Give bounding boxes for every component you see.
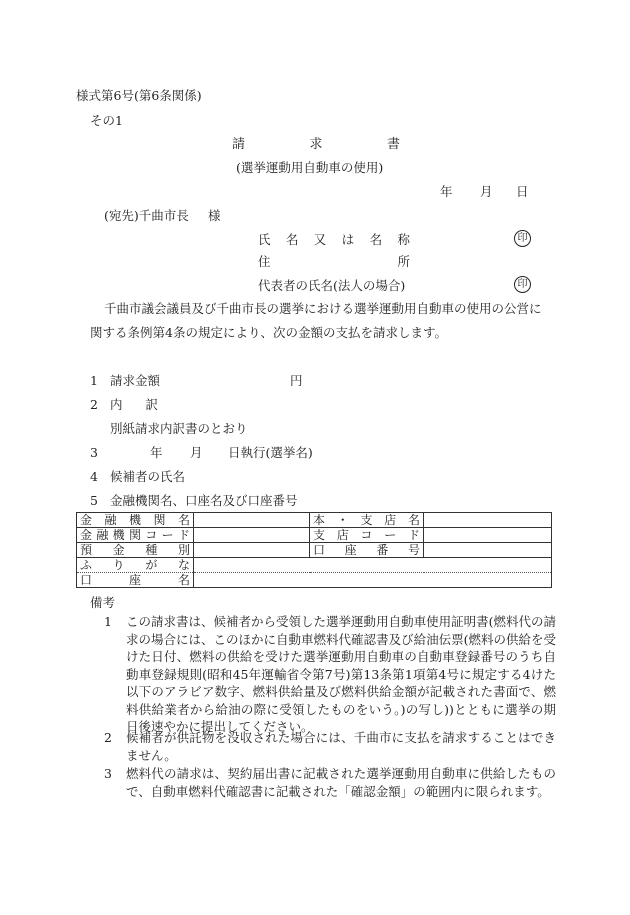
date-year: 年: [440, 184, 453, 199]
label-char: 氏: [258, 232, 271, 247]
title-char: 求: [309, 137, 323, 152]
document-subtitle: (選挙運動用自動車の使用): [236, 160, 384, 175]
furigana-label: ふ り が な: [77, 558, 194, 573]
form-number: 様式第6号(第6条関係): [76, 88, 202, 103]
branch-code-label: 支 店 コ ー ド: [310, 528, 424, 543]
note-text: 候補者が供託物を没収された場合には、千曲市に支払を請求することはできません。: [126, 730, 556, 763]
branch-code-field[interactable]: [424, 528, 552, 543]
item-number: 3: [90, 445, 98, 460]
account-name-label: 口 座 名: [77, 573, 194, 588]
label-char: 所: [397, 254, 410, 269]
label-char: 訳: [145, 397, 158, 412]
note-number: 1: [104, 614, 112, 629]
bank-code-label: 金 融 機 関 コ ー ド: [77, 528, 194, 543]
item-label: 請求金額: [110, 373, 161, 388]
title-char: 請: [232, 137, 246, 152]
item-detail: 別紙請求内訳書のとおり: [110, 421, 248, 436]
body-text-line: 関する条例第4条の規定により、次の金額の支払を請求します。: [90, 325, 447, 340]
item-label: [110, 399, 158, 412]
item-number: 4: [90, 469, 98, 484]
seal-icon: 印: [514, 230, 531, 247]
item-year: 年: [150, 445, 163, 460]
table-row: [77, 543, 552, 558]
claimant-representative-label: 代表者の氏名(法人の場合): [258, 278, 406, 293]
item-unit: 円: [290, 373, 303, 388]
item-label: 金融機関名、口座名及び口座番号: [110, 493, 298, 508]
item-number: 1: [90, 373, 98, 388]
item-day-text: 日執行(選挙名): [228, 445, 313, 460]
account-number-label: 口 座 番 号: [310, 543, 424, 558]
table-row: [77, 573, 552, 588]
note-number: 3: [104, 766, 112, 781]
deposit-type-field[interactable]: [194, 543, 310, 558]
label-char: 称: [397, 232, 410, 247]
note-text: この請求書は、候補者から受領した選挙運動用自動車使用証明書(燃料代の請求の場合には、このほかに自動車燃料代確認書及び給油伝票(燃料の供給を受けた日付、燃料の供給を受けた選挙運動用自動車の自動車登録番号のうち自動車登録規則(昭和45年運輸省令第7号)第13条第1項第4号に規定する4けた以下のアラビア数字、燃料供給量及び燃料供給金額が記載された書面で、燃料供給業者から給油の際に受領したものをいう。)の写し))とともに選挙の期日後速やかに提出してください。: [126, 614, 556, 734]
account-number-field[interactable]: [424, 543, 552, 558]
title-char: 書: [386, 137, 400, 152]
label-char: 名: [285, 232, 299, 247]
form-part: その1: [90, 113, 123, 128]
label-char: 内: [110, 397, 123, 412]
table-row: [77, 513, 552, 528]
date-month: 月: [480, 184, 493, 199]
addressee: (宛先)千曲市長: [104, 208, 189, 223]
item-number: 5: [90, 493, 98, 508]
deposit-type-label: 預 金 種 別: [77, 543, 194, 558]
bank-code-field[interactable]: [194, 528, 310, 543]
account-name-field[interactable]: [194, 573, 552, 588]
claimant-name-label: [258, 234, 410, 247]
label-char: 住: [258, 254, 271, 269]
note-number: 2: [104, 730, 112, 745]
branch-name-label: 本 ・ 支 店 名: [310, 513, 424, 528]
label-char: 名: [369, 232, 383, 247]
note-text: 燃料代の請求は、契約届出書に記載された選挙運動用自動車に供給したもので、自動車燃料代確認書に記載された「確認金額」の範囲内に限られます。: [126, 766, 556, 799]
item-number: 2: [90, 397, 98, 412]
table-row: [77, 558, 552, 573]
branch-name-field[interactable]: [424, 513, 552, 528]
item-label: 候補者の氏名: [110, 469, 186, 484]
bank-name-field[interactable]: [194, 513, 310, 528]
table-row: [77, 528, 552, 543]
bank-account-table: [76, 512, 552, 588]
item-month: 月: [190, 445, 203, 460]
claimant-address-label: [258, 256, 410, 269]
addressee-honorific: 様: [208, 208, 221, 223]
date-day: 日: [516, 184, 529, 199]
bank-name-label: 金 融 機 関 名: [77, 513, 194, 528]
seal-icon: 印: [514, 276, 531, 293]
label-char: 又: [313, 232, 327, 247]
document-title: [232, 138, 400, 151]
body-text-line: 千曲市議会議員及び千曲市長の選挙における選挙運動用自動車の使用の公営に: [104, 301, 542, 316]
label-char: は: [341, 232, 355, 247]
notes-heading: 備考: [90, 595, 116, 610]
furigana-field[interactable]: [194, 558, 552, 573]
